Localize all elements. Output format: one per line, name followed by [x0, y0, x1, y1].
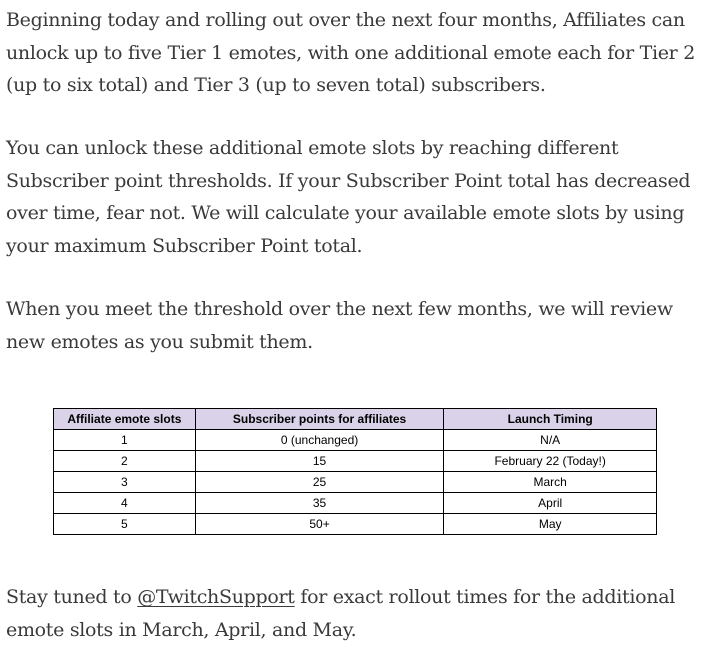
table-header-row [54, 409, 657, 430]
cell-points: 0 (unchanged) [195, 430, 444, 451]
cell-slots: 4 [54, 493, 196, 514]
cell-slots: 1 [54, 430, 196, 451]
cell-points: 50+ [195, 514, 444, 535]
header-launch-timing: Launch Timing [444, 409, 657, 430]
cell-slots: 2 [54, 451, 196, 472]
cell-timing: N/A [444, 430, 657, 451]
twitch-support-link[interactable]: @TwitchSupport [137, 586, 295, 608]
table-row [54, 451, 657, 472]
cell-slots: 5 [54, 514, 196, 535]
stay-tuned-text-end: for exact rollout times for the additional emote slots in March, April, and May. [6, 586, 676, 641]
cell-timing: May [444, 514, 657, 535]
cell-timing: March [444, 472, 657, 493]
header-affiliate-emote-slots: Affiliate emote slots [54, 409, 196, 430]
cell-timing: April [444, 493, 657, 514]
paragraph-thresholds: You can unlock these additional emote slots by reaching different Subscriber point thresholds. If your Subscriber Point total has decreased over time, fear not. We will calculate your available emote slots by using your maximum Subscriber Point total. [6, 137, 691, 257]
cell-points: 25 [195, 472, 444, 493]
table-row [54, 514, 657, 535]
emote-slots-table [53, 408, 657, 535]
cell-points: 35 [195, 493, 444, 514]
cell-slots: 3 [54, 472, 196, 493]
cell-points: 15 [195, 451, 444, 472]
cell-timing: February 22 (Today!) [444, 451, 657, 472]
paragraph-stay-tuned [6, 581, 708, 646]
paragraph-intro: Beginning today and rolling out over the next four months, Affiliates can unlock up to five Tier 1 emotes, with one additional emote each for Tier 2 (up to six total) and Tier 3 (up to seven total) subscribers. [6, 9, 695, 96]
table-row [54, 493, 657, 514]
table-row [54, 472, 657, 493]
stay-tuned-text-start: Stay tuned to [6, 586, 138, 608]
paragraph-review: When you meet the threshold over the next few months, we will review new emotes as you submit them. [6, 298, 673, 353]
table-row [54, 430, 657, 451]
header-subscriber-points: Subscriber points for affiliates [195, 409, 444, 430]
